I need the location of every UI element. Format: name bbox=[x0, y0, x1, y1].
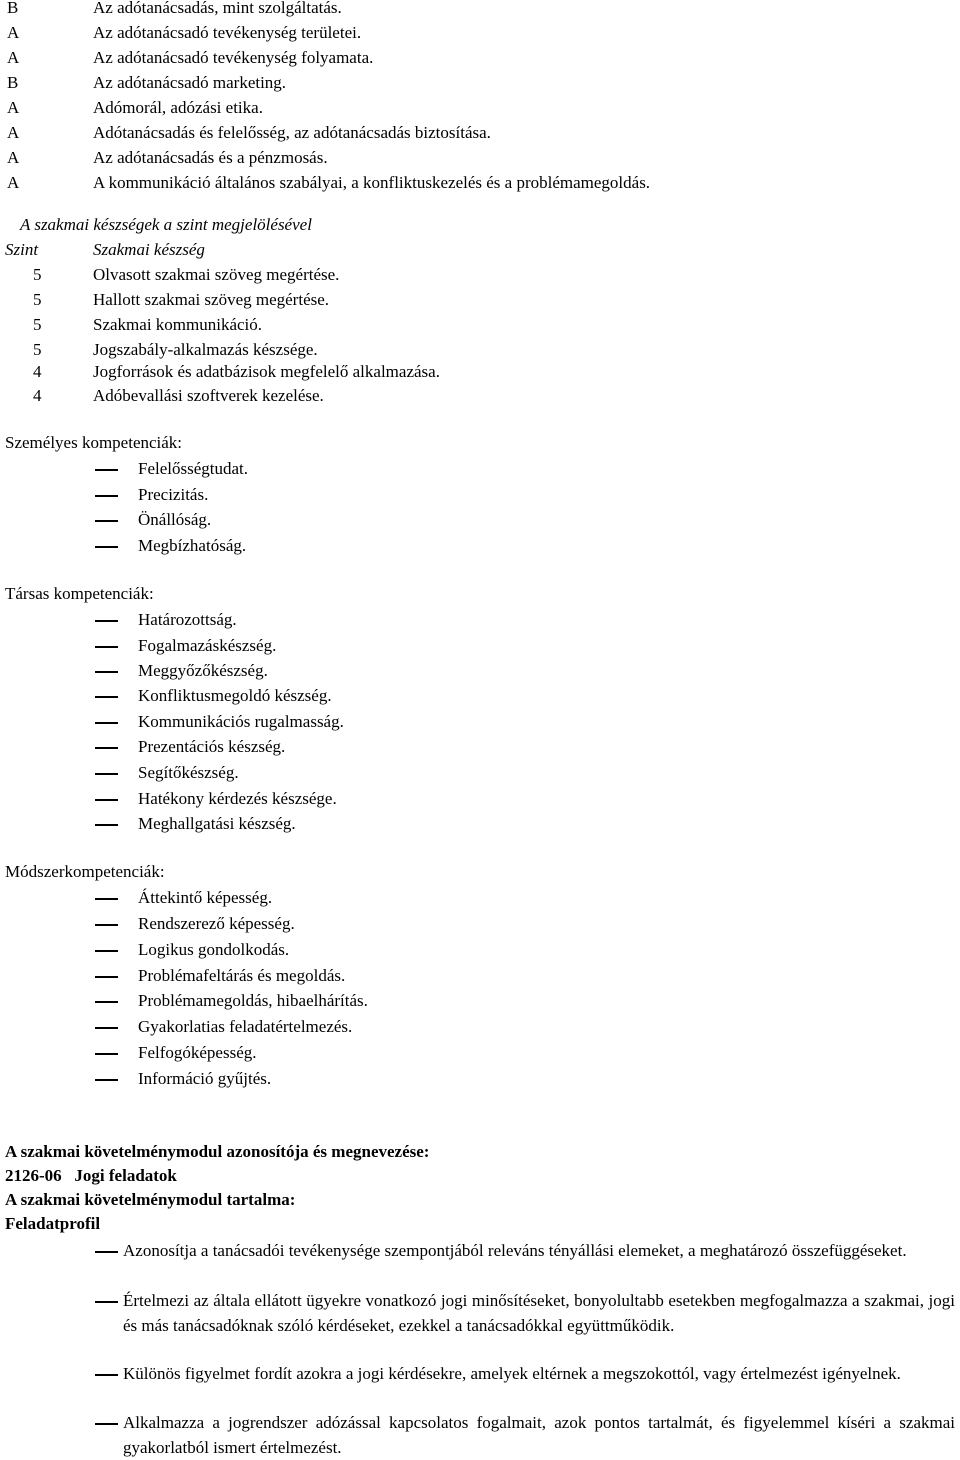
dash-bullet bbox=[95, 1301, 118, 1303]
skills-heading: A szakmai készségek a szint megjelölésével bbox=[20, 215, 312, 234]
dash-bullet bbox=[95, 950, 118, 952]
dash-bullet bbox=[95, 1374, 118, 1376]
dash-bullet bbox=[95, 620, 118, 622]
dash-bullet bbox=[95, 1027, 118, 1029]
dash-bullet bbox=[95, 799, 118, 801]
col-skill-header: Szakmai készség bbox=[93, 240, 205, 259]
personal-heading: Személyes kompetenciák: bbox=[5, 433, 183, 452]
dash-bullet bbox=[95, 671, 118, 673]
profile-heading: Feladatprofil bbox=[5, 1214, 101, 1233]
dash-bullet bbox=[95, 646, 118, 648]
dash-bullet bbox=[95, 1423, 118, 1425]
social-heading: Társas kompetenciák: bbox=[5, 584, 154, 603]
dash-bullet bbox=[95, 1251, 118, 1253]
method-heading: Módszerkompetenciák: bbox=[5, 862, 165, 881]
dash-bullet bbox=[95, 495, 118, 497]
dash-bullet bbox=[95, 1001, 118, 1003]
dash-bullet bbox=[95, 546, 118, 548]
dash-bullet bbox=[95, 976, 118, 978]
dash-bullet bbox=[95, 824, 118, 826]
dash-bullet bbox=[95, 469, 118, 471]
dash-bullet bbox=[95, 747, 118, 749]
module-id-value: 2126-06 Jogi feladatok bbox=[5, 1166, 177, 1185]
module-content-heading: A szakmai követelménymodul tartalma: bbox=[5, 1190, 296, 1209]
module-id-heading: A szakmai követelménymodul azonosítója és megnevezése: bbox=[5, 1142, 430, 1161]
dash-bullet bbox=[95, 722, 118, 724]
dash-bullet bbox=[95, 1053, 118, 1055]
col-level-header: Szint bbox=[5, 240, 39, 259]
dash-bullet bbox=[95, 924, 118, 926]
dash-bullet bbox=[95, 773, 118, 775]
dash-bullet bbox=[95, 898, 118, 900]
dash-bullet bbox=[95, 520, 118, 522]
dash-bullet bbox=[95, 1079, 118, 1081]
dash-bullet bbox=[95, 696, 118, 698]
